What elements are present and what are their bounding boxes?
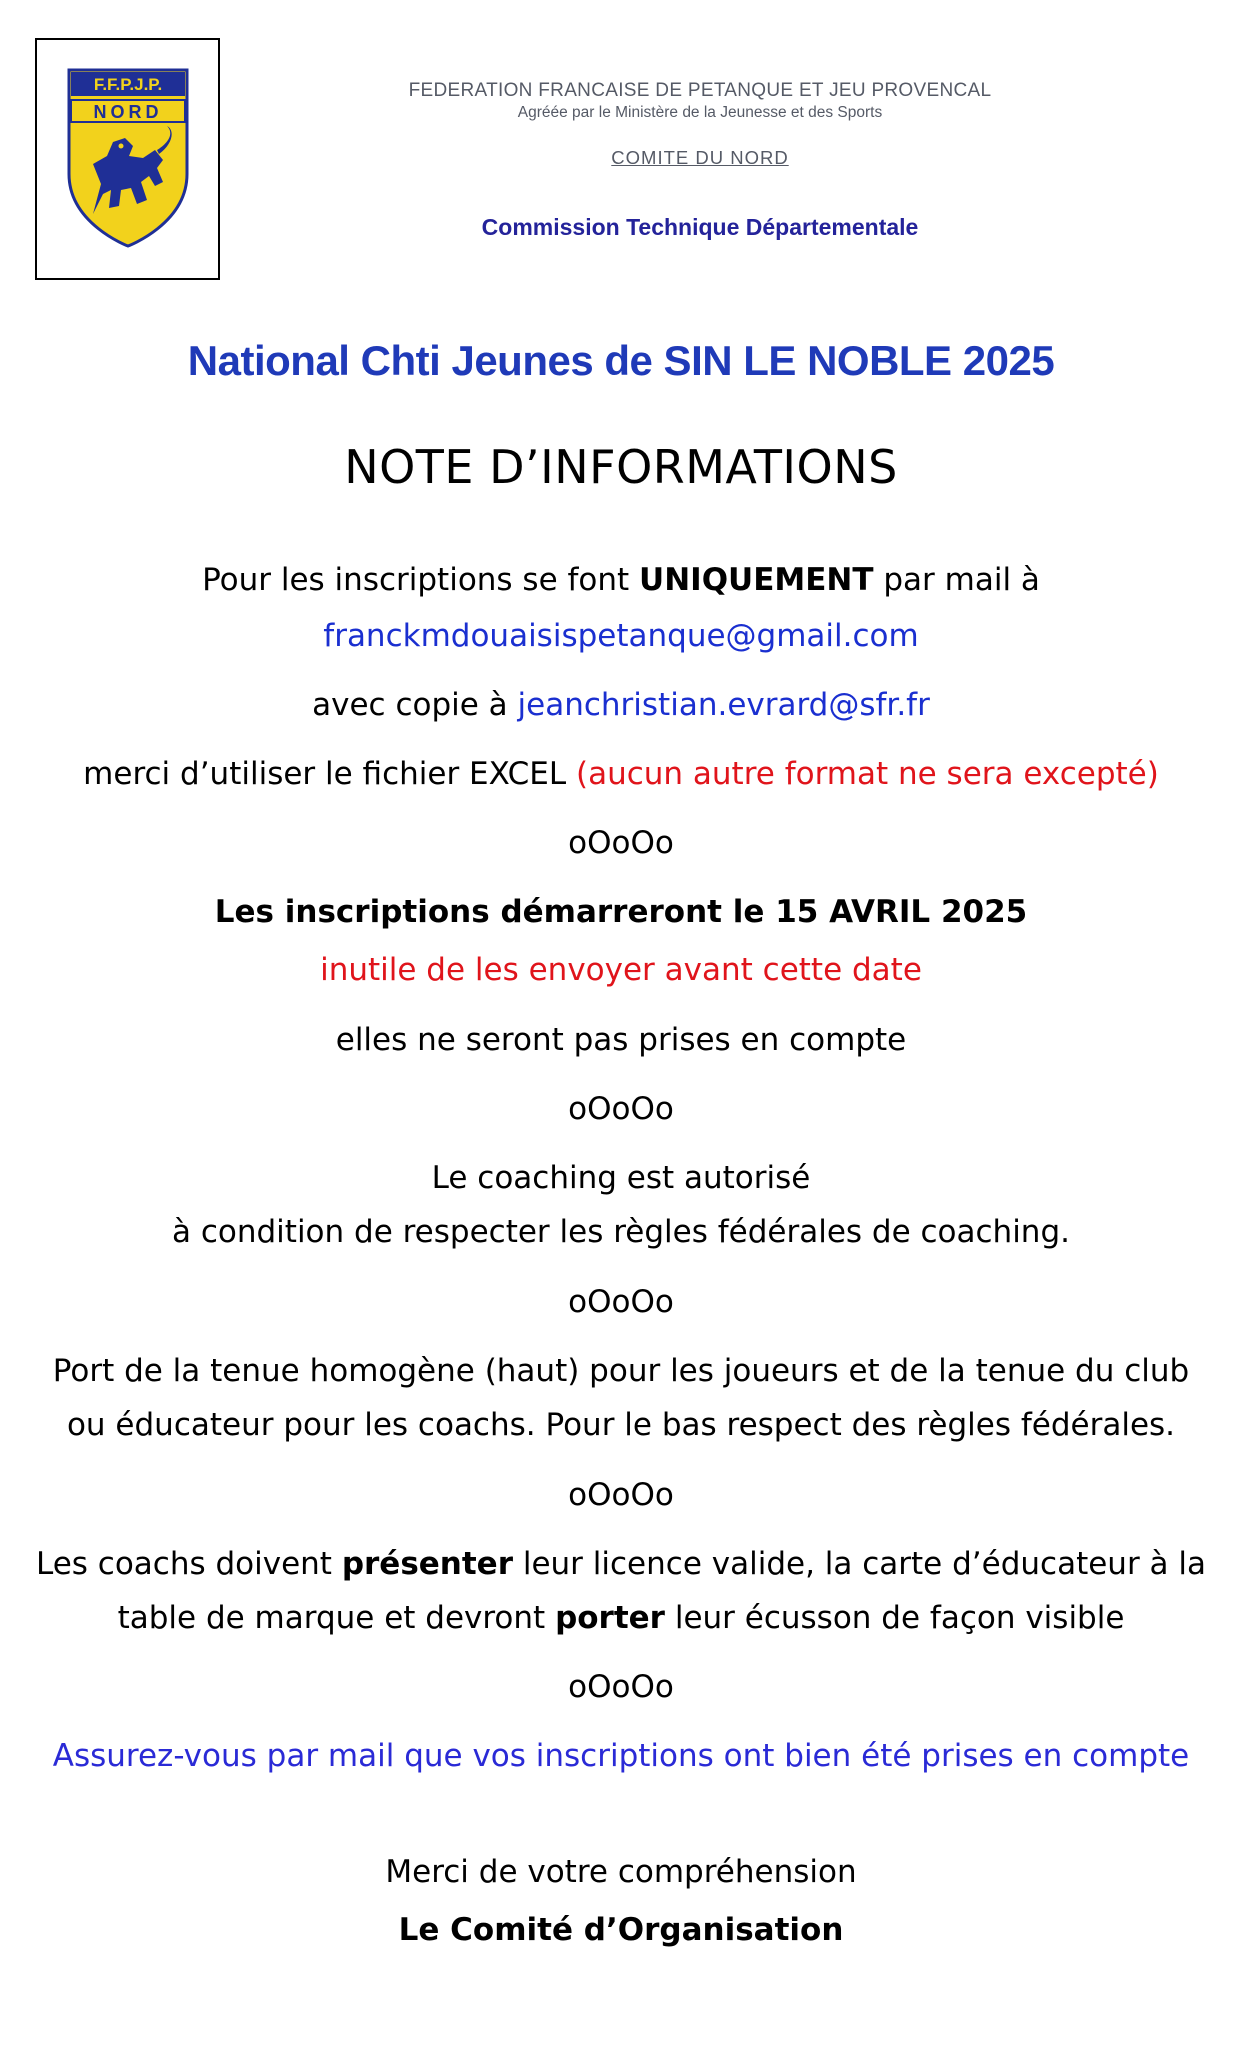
thanks-line: Merci de votre compréhension bbox=[385, 1854, 857, 1890]
coaching-line-2: à condition de respecter les règles fédérales de coaching. bbox=[171, 1214, 1070, 1250]
coachs-line-2 bbox=[0, 1598, 1242, 1638]
email-copy-link[interactable]: jeanchristian.evrard@sfr.fr bbox=[517, 687, 930, 723]
inscription-bold: UNIQUEMENT bbox=[639, 562, 874, 598]
inscription-line bbox=[0, 560, 1242, 600]
inscription-pre: Pour les inscriptions se font bbox=[202, 562, 640, 598]
signature-line: Le Comité d’Organisation bbox=[398, 1912, 844, 1948]
federation-subtitle: Agréée par le Ministère de la Jeunesse et des Sports bbox=[517, 104, 883, 121]
excel-line bbox=[0, 754, 1242, 794]
date-warning: inutile de les envoyer avant cette date bbox=[320, 952, 922, 988]
coachs-l2-post: leur écusson de façon visible bbox=[664, 1600, 1125, 1636]
federation-name: FEDERATION FRANCAISE DE PETANQUE ET JEU PROVENCAL bbox=[408, 80, 992, 101]
inscription-post: par mail à bbox=[873, 562, 1040, 598]
separator: oOoOo bbox=[568, 1669, 674, 1705]
note-title: NOTE D’INFORMATIONS bbox=[344, 440, 898, 494]
separator: oOoOo bbox=[568, 825, 674, 861]
coaching-line-1: Le coaching est autorisé bbox=[431, 1160, 811, 1196]
separator: oOoOo bbox=[568, 1477, 674, 1513]
coachs-l2-bold: porter bbox=[555, 1600, 665, 1636]
ignored-line: elles ne seront pas prises en compte bbox=[335, 1022, 907, 1058]
logo-top-text: F.F.P.J.P. bbox=[93, 75, 162, 94]
copy-line bbox=[0, 685, 1242, 725]
lion-shield-icon bbox=[63, 64, 193, 254]
tenue-line-2: ou éducateur pour les coachs. Pour le bas respect des règles fédérales. bbox=[66, 1407, 1176, 1443]
tenue-line-1: Port de la tenue homogène (haut) pour les joueurs et de la tenue du club bbox=[52, 1353, 1190, 1389]
excel-pre: merci d’utiliser le fichier EXCEL bbox=[83, 756, 576, 792]
separator: oOoOo bbox=[568, 1091, 674, 1127]
confirm-line: Assurez-vous par mail que vos inscriptions ont bien été prises en compte bbox=[52, 1738, 1190, 1774]
comite-text: COMITE DU NORD bbox=[611, 147, 789, 168]
coachs-l1-bold: présenter bbox=[341, 1546, 513, 1582]
email-main-link[interactable]: franckmdouaisispetanque@gmail.com bbox=[323, 618, 919, 654]
commission-label: Commission Technique Départementale bbox=[481, 214, 919, 240]
excel-warning: (aucun autre format ne sera excepté) bbox=[575, 756, 1159, 792]
copy-pre: avec copie à bbox=[312, 687, 518, 723]
separator: oOoOo bbox=[568, 1284, 674, 1320]
coachs-l2-pre: table de marque et devront bbox=[117, 1600, 556, 1636]
coachs-l1-pre: Les coachs doivent bbox=[35, 1546, 342, 1582]
ffpjp-nord-logo bbox=[35, 38, 220, 280]
logo-bottom-text: NORD bbox=[93, 102, 162, 122]
comite-label bbox=[320, 147, 1080, 169]
page-title: National Chti Jeunes de SIN LE NOBLE 2025 bbox=[187, 337, 1055, 384]
coachs-line-1 bbox=[0, 1544, 1242, 1584]
coachs-l1-post: leur licence valide, la carte d’éducateur à la bbox=[513, 1546, 1207, 1582]
start-date-line: Les inscriptions démarreront le 15 AVRIL 2025 bbox=[214, 894, 1028, 930]
